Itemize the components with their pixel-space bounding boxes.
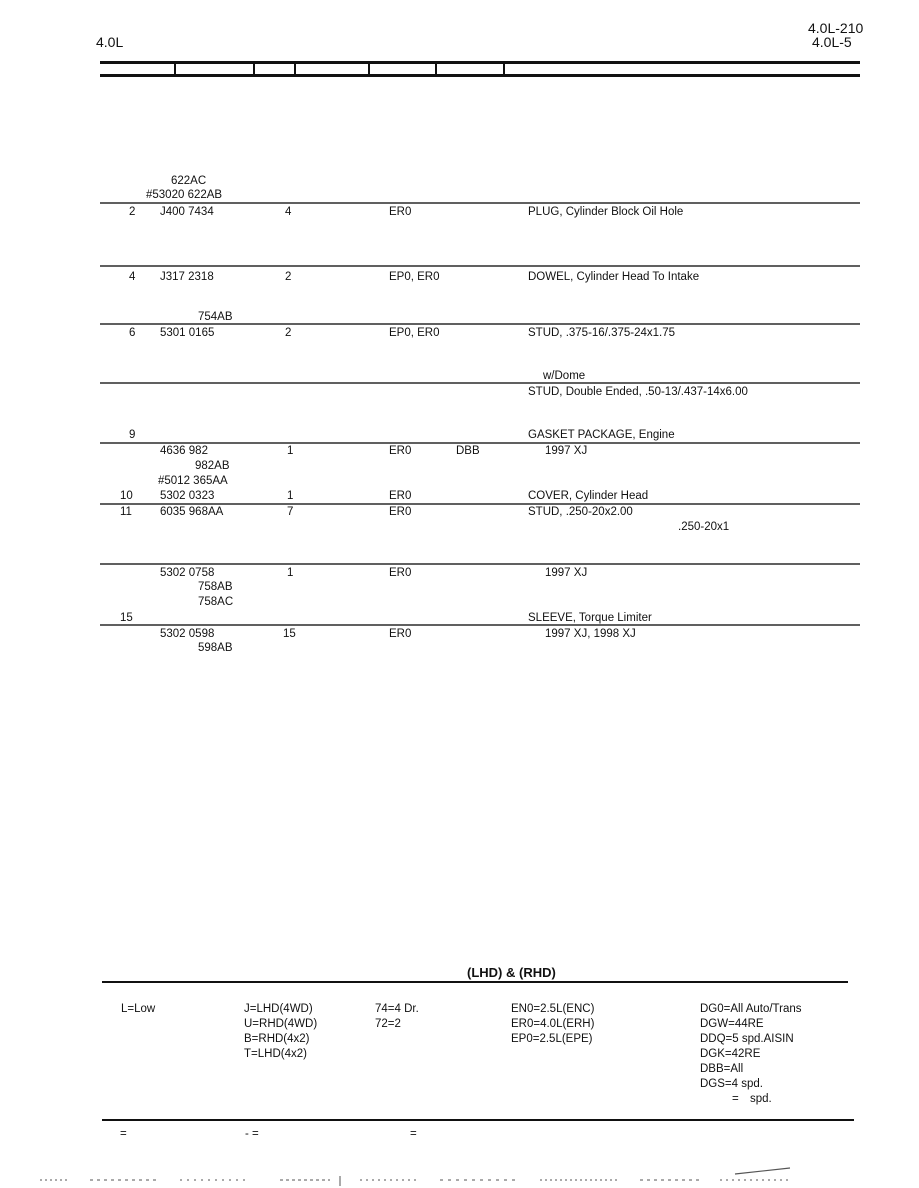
legend-item: = — [732, 1093, 739, 1105]
table-cell: PLUG, Cylinder Block Oil Hole — [528, 206, 684, 218]
table-cell: DBB — [456, 445, 480, 457]
table-cell: 754AB — [198, 311, 233, 323]
table-cell: ER0 — [389, 567, 412, 579]
table-cell: ER0 — [389, 490, 412, 502]
table-cell: ER0 — [389, 206, 412, 218]
table-cell: 15 — [120, 612, 133, 624]
table-cell: J317 2318 — [160, 271, 214, 283]
table-cell: 982AB — [195, 460, 230, 472]
legend-bottom-rule — [102, 1119, 854, 1121]
legend-item: DDQ=5 spd.AISIN — [700, 1033, 794, 1045]
footer-note: = — [120, 1128, 127, 1140]
column-divider — [503, 63, 505, 75]
table-cell: 2 — [129, 206, 136, 218]
scan-artifacts — [0, 1158, 919, 1188]
table-cell: STUD, Double Ended, .50-13/.437-14x6.00 — [528, 386, 748, 398]
legend-item: DBB=All — [700, 1063, 744, 1075]
table-cell: ER0 — [389, 506, 412, 518]
table-header-bottom-rule — [100, 74, 860, 77]
table-cell: 5302 0758 — [160, 567, 215, 579]
column-divider — [253, 63, 255, 75]
table-cell: 1 — [287, 567, 294, 579]
row-separator — [100, 624, 860, 626]
legend-item: T=LHD(4x2) — [244, 1048, 307, 1060]
table-cell: 598AB — [198, 642, 233, 654]
row-separator — [100, 563, 860, 565]
legend-item: L=Low — [121, 1003, 156, 1015]
table-cell: 11 — [120, 506, 132, 518]
table-cell: 6 — [129, 327, 136, 339]
legend-item: EP0=2.5L(EPE) — [511, 1033, 593, 1045]
page-number-top: 4.0L-210 — [808, 20, 864, 36]
column-divider — [368, 63, 370, 75]
column-divider — [174, 63, 176, 75]
table-cell: 1997 XJ, 1998 XJ — [545, 628, 636, 640]
row-separator — [100, 382, 860, 384]
table-cell: GASKET PACKAGE, Engine — [528, 429, 675, 441]
table-cell: ER0 — [389, 628, 412, 640]
table-cell: STUD, .250-20x2.00 — [528, 506, 633, 518]
page-number-bottom: 4.0L-5 — [812, 34, 852, 50]
legend-top-rule — [102, 981, 848, 983]
legend-item: EN0=2.5L(ENC) — [511, 1003, 595, 1015]
legend-item: DGS=4 spd. — [700, 1078, 763, 1090]
legend-item: spd. — [750, 1093, 772, 1105]
legend-item: J=LHD(4WD) — [244, 1003, 313, 1015]
table-cell: 7 — [287, 506, 294, 518]
table-cell: #5012 365AA — [158, 475, 228, 487]
legend-item: 74=4 Dr. — [375, 1003, 419, 1015]
table-cell: 15 — [283, 628, 296, 640]
table-cell: 1997 XJ — [545, 445, 588, 457]
table-cell: J400 7434 — [160, 206, 214, 218]
table-cell: 2 — [285, 327, 292, 339]
table-cell: 1997 XJ — [545, 567, 588, 579]
column-divider — [294, 63, 296, 75]
page-title-left: 4.0L — [96, 34, 124, 50]
table-cell: 5302 0323 — [160, 490, 215, 502]
table-cell: ER0 — [389, 445, 412, 457]
table-cell: .250-20x1 — [678, 521, 730, 533]
table-cell: 758AB — [198, 581, 233, 593]
row-separator — [100, 202, 860, 204]
table-cell: 5301 0165 — [160, 327, 215, 339]
table-cell: 2 — [285, 271, 292, 283]
table-cell: STUD, .375-16/.375-24x1.75 — [528, 327, 676, 339]
table-cell: SLEEVE, Torque Limiter — [528, 612, 652, 624]
table-cell: w/Dome — [543, 370, 586, 382]
table-cell: EP0, ER0 — [389, 327, 440, 339]
footer-note: = — [410, 1128, 417, 1140]
table-cell: EP0, ER0 — [389, 271, 440, 283]
legend-item: U=RHD(4WD) — [244, 1018, 318, 1030]
legend-item: B=RHD(4x2) — [244, 1033, 310, 1045]
row-separator — [100, 442, 860, 444]
table-cell: 6035 968AA — [160, 506, 224, 518]
legend-title: (LHD) & (RHD) — [467, 965, 556, 980]
table-cell: 1 — [287, 445, 294, 457]
table-cell: 4636 982 — [160, 445, 208, 457]
table-cell: 622AC — [171, 175, 207, 187]
legend-item: DG0=All Auto/Trans — [700, 1003, 802, 1015]
legend-item: 72=2 — [375, 1018, 401, 1030]
legend-item: DGW=44RE — [700, 1018, 764, 1030]
footer-note: - = — [245, 1128, 259, 1140]
row-separator — [100, 265, 860, 267]
table-header-top-rule — [100, 61, 860, 64]
legend-item: ER0=4.0L(ERH) — [511, 1018, 595, 1030]
table-cell: 1 — [287, 490, 294, 502]
table-cell: 5302 0598 — [160, 628, 215, 640]
table-cell: DOWEL, Cylinder Head To Intake — [528, 271, 700, 283]
column-divider — [435, 63, 437, 75]
table-cell: 758AC — [198, 596, 234, 608]
table-cell: 9 — [129, 429, 136, 441]
table-cell: COVER, Cylinder Head — [528, 490, 649, 502]
legend-item: DGK=42RE — [700, 1048, 761, 1060]
table-cell: 4 — [129, 271, 136, 283]
table-cell: 10 — [120, 490, 133, 502]
table-cell: 4 — [285, 206, 292, 218]
table-cell: #53020 622AB — [146, 189, 223, 201]
